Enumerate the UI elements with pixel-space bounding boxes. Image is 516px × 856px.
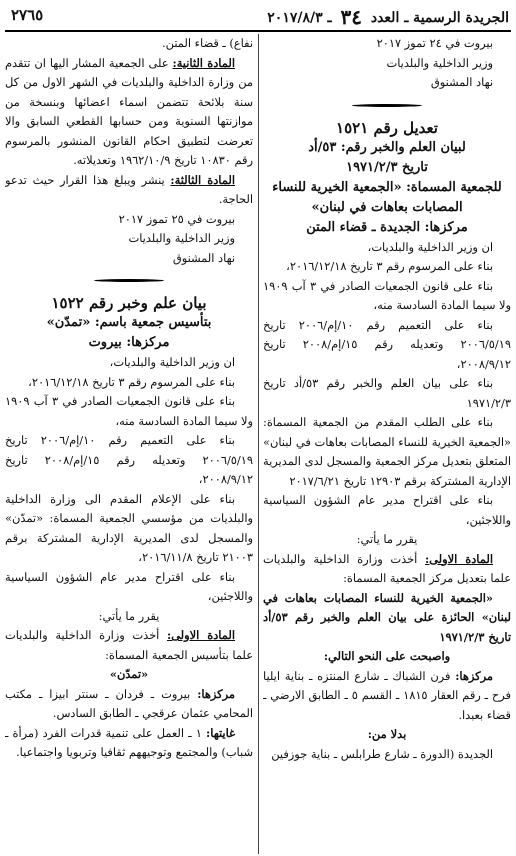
decree-center: مركزها: بيروت — [88, 335, 170, 350]
issue-date: ـ ٢٠١٧/٨/٣ — [267, 10, 332, 26]
paragraph: بناء على بيان العلم والخبر رقم ٥٣/أد تاريخ ١٩٧١/٢/٣ — [263, 376, 511, 410]
signature-title: وزير الداخلية والبلديات — [386, 55, 493, 70]
column-divider — [258, 34, 259, 854]
signature-date: بيروت في ٢٥ تموز ٢٠١٧ — [118, 211, 235, 226]
signature-name: نهاد المشنوق — [430, 75, 493, 89]
decree-association: للجمعية المسماة: «الجمعية الخيرية للنساء المصابات بعاهات في لبنان» — [272, 179, 502, 215]
paragraph: ان وزير الداخلية والبلديات، — [109, 355, 235, 369]
center-label: مركزها: — [455, 668, 493, 683]
article-text: أخذت وزارة الداخلية والبلديات علما بتعديل مركز الجمعية المسماة: — [263, 551, 511, 585]
center-line — [263, 667, 511, 726]
paragraph: بناء على التعميم رقم ١٠/إم/٢٠٠٦ تاريخ ٢٠٠٦/٥/١٩ وتعديله رقم ١٥/إم/٢٠٠٨ تاريخ ٢٠٠٨/٩/١٢، — [263, 317, 511, 371]
goals-line — [5, 724, 253, 763]
decree-subtitle: لبيان العلم والخبر رقم: ٥٣/أد — [308, 139, 466, 155]
article-text: على الجمعية المشار اليها ان تتقدم من وزارة الداخلية والبلديات في الشهر الاول من كل سنة بلائحة تتضمن اسماء اعضائها وبنسخة من موازنتها السنوية ومن حسابها القطعي السابق والا تعرضت لتطبيق احكام القانون المنشور بالمرسوم رقم ١٠٨٣٠ تاريخ ١٩٦٢/١٠/٩ وتعديلاته. — [5, 55, 253, 167]
paragraph: بناء على المرسوم رقم ٣ تاريخ ٢٠١٦/١٢/١٨، — [28, 374, 235, 389]
article-label: المادة الاولى: — [166, 628, 236, 642]
article-2 — [5, 54, 253, 171]
page-header — [5, 0, 511, 32]
article-text: ينشر ويبلغ هذا القرار حيث تدعو الحاجة. — [5, 172, 253, 206]
journal-name: الجريدة الرسمية ـ العدد — [370, 10, 509, 26]
article-3 — [5, 171, 253, 210]
decree-date: تاريخ ١٩٧١/٢/٣ — [346, 159, 428, 175]
instead-label: بدلا من: — [367, 727, 407, 741]
paragraph: بناء على قانون الجمعيات الصادر في ٣ آب ١٩٠٩ ولا سيما المادة السادسة منه، — [5, 394, 253, 428]
left-column — [5, 34, 253, 854]
goals-label: غايتها: — [206, 725, 236, 740]
article-1 — [5, 626, 253, 665]
paragraph: بناء على اقتراح مدير عام الشؤون السياسية واللاجئين، — [263, 493, 511, 527]
right-column — [263, 34, 511, 854]
section-divider — [94, 277, 164, 284]
article-text: أخذت وزارة الداخلية والبلديات علما بتأسيس الجمعية المسماة: — [5, 628, 253, 662]
decree-title: بيان علم وخبر رقم ١٥٢٢ — [51, 294, 207, 312]
decree-subtitle: بتأسيس جمعية باسم: «تمدّن» — [46, 315, 212, 330]
decides-line: يقرر ما يأتي: — [98, 608, 160, 623]
paragraph: بناء على المرسوم رقم ٣ تاريخ ٢٠١٦/١٢/١٨، — [286, 259, 493, 273]
paragraph: «الجمعية الخيرية للنساء المصابات بعاهات في لبنان» الحائزة على بيان العلم والخبر رقم ٥٣/أد تاريخ ١٩٧١/٢/٣ — [263, 590, 511, 644]
goals-text: ١ ـ العمل على تنمية قدرات الفرد (مرأة ـ شباب) والمجتمع وتوجيههم ثقافيا وتربويا واجتماعيا. — [5, 725, 253, 759]
association-name: «تمدّن» — [109, 667, 149, 681]
center-text: بيروت ـ فردان ـ سنتر ابيزا ـ مكتب المحامي عثمان عرقجي ـ الطابق السادس. — [5, 686, 253, 720]
center-text: فرن الشباك ـ شارع المنتزه ـ بناية ايليا فرح ـ رقم العقار ١٨١٥ ـ القسم ٥ ـ الطابق الارضي ـ قضاء بعبدا. — [263, 668, 511, 722]
paragraph: واصبحت على النحو التالي: — [323, 649, 451, 663]
page-number: ٢٧٦٥ — [11, 6, 44, 24]
signature-title: وزير الداخلية والبلديات — [128, 231, 235, 245]
signature-name: نهاد المشنوق — [172, 250, 235, 265]
issue-number: ٣٤ — [340, 5, 362, 29]
article-label: المادة الاولى: — [424, 551, 494, 566]
signature-date: بيروت في ٢٤ تموز ٢٠١٧ — [376, 36, 493, 50]
instead-text: الجديدة (الدورة ـ شارع طرابلس ـ بناية جوزفين — [271, 746, 493, 761]
article-1 — [263, 550, 511, 589]
paragraph: بناء على التعميم رقم ١٠/إم/٢٠٠٦ تاريخ ٢٠٠٦/٥/١٩ وتعديله رقم ١٥/إم/٢٠٠٨ تاريخ ٢٠٠٨/٩/١٢، — [5, 433, 253, 486]
journal-header — [267, 5, 509, 29]
article-label: المادة الثانية: — [172, 55, 235, 70]
section-divider — [352, 102, 422, 109]
paragraph: بناء على اقتراح مدير عام الشؤون السياسية واللاجئين، — [5, 569, 253, 603]
center-label: مركزها: — [197, 686, 235, 701]
decree-center: مركزها: الجديدة ـ قضاء المتن — [306, 219, 468, 235]
paragraph: بناء على الطلب المقدم من الجمعية المسماة: «الجمعية الخيرية للنساء المصابات بعاهات في لبنان» المتعلق بتعديل مركز الجمعية والمسجل لدى المديرية الإدارية المشتركة برقم ١٢٩٠٣ تاريخ ٢٠١٧/٦/٢١ — [263, 415, 511, 488]
center-line — [5, 685, 253, 724]
decides-line: يقرر ما يأتي: — [356, 532, 418, 546]
paragraph: بناء على الإعلام المقدم الى وزارة الداخلية والبلديات من مؤسسي الجمعية المسماة: «تمدّن» والمسجل لدى المديرية الإدارية المشتركة برقم ٢١٠٠٣ تاريخ ٢٠١٦/١١/٨، — [5, 491, 253, 564]
paragraph: بناء على قانون الجمعيات الصادر في ٣ آب ١٩٠٩ ولا سيما المادة السادسة منه، — [263, 278, 511, 312]
article-label: المادة الثالثة: — [170, 172, 235, 187]
decree-title: تعديل رقم ١٥٢١ — [336, 118, 438, 137]
continued-text: نفاع) ـ قضاء المتن. — [162, 36, 253, 50]
columns — [5, 34, 511, 856]
paragraph: ان وزير الداخلية والبلديات، — [367, 239, 493, 254]
